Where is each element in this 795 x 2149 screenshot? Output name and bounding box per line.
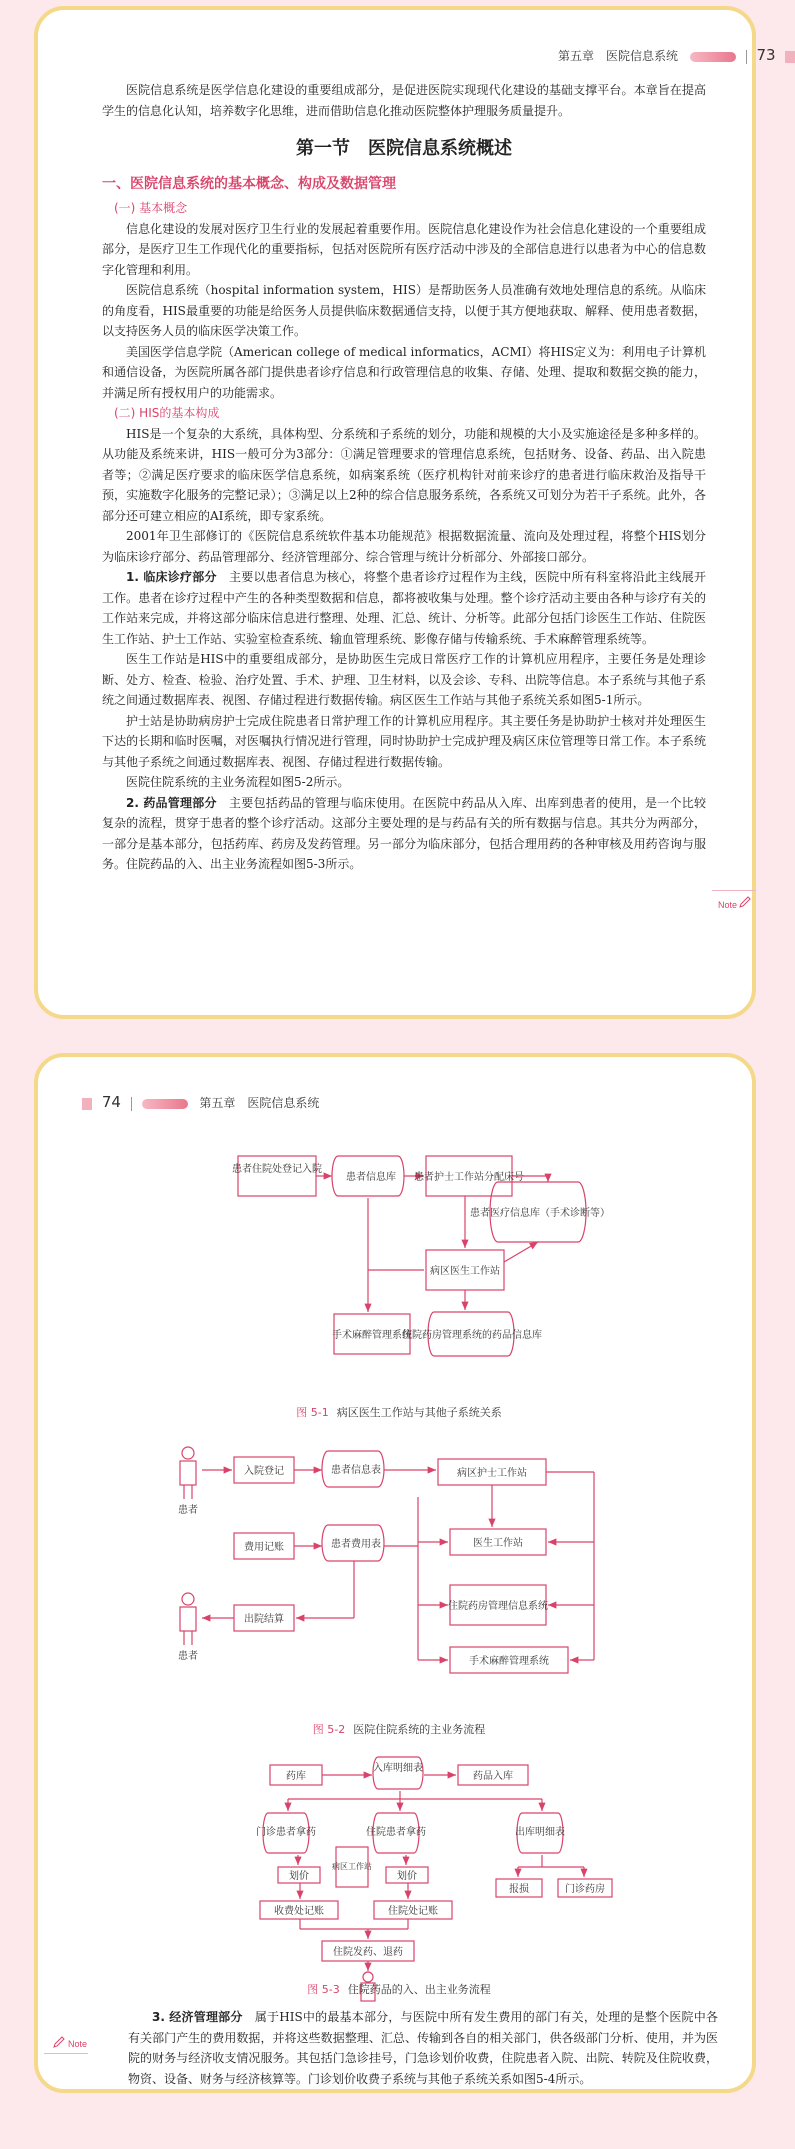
note-label: Note [718, 900, 738, 910]
label-surgery: 手术麻醉管理系统 [469, 1656, 549, 1667]
paragraph: 医院信息系统（hospital information system，HIS）是帮助医务人员准确有效地处理信息的系统。从临床的角度看，HIS最重要的功能是给医务人员提供临床数据通信支持，以便于其方便地获取、解释、使用患者数据，以支持医务人员的临床医学决策工作。 [102, 283, 706, 338]
page-number: 74 [101, 1093, 121, 1111]
label-medical-record-db: 患者医疗信息库（手术诊断等） [470, 1208, 610, 1219]
label-inhosp-charge: 住院处记账 [388, 1906, 438, 1917]
paragraph [102, 793, 706, 875]
note-label: Note [68, 2039, 88, 2049]
label-patient-info-table: 患者信息表 [331, 1465, 381, 1476]
chapter-title: 第五章 医院信息系统 [558, 49, 679, 63]
label-ward-station: 病区工作站 [332, 1862, 372, 1871]
label-report: 报损 [509, 1884, 529, 1895]
sub-heading-1: (一) 基本概念 [114, 201, 188, 215]
note-rule [712, 890, 756, 891]
label-out-table: 出库明细表 [515, 1827, 565, 1838]
subsection-title: 一、医院信息系统的基本概念、构成及数据管理 [102, 175, 396, 192]
figure-5-3-diagram [38, 1751, 760, 2001]
page-74 [34, 1053, 756, 2093]
paragraph: HIS是一个复杂的大系统，具体构型、分系统和子系统的划分，功能和规模的大小及实施途径是多种多样的。从功能及系统来讲，HIS一般可分为3部分：①满足管理要求的管理信息系统，包括财务、设备、药品、出入院患者等；②满足医疗要求的临床医学信息系统，如病案系统（医疗机构针对前来诊疗的患者进行临床救治及指导干预，实施数字化服务的完整记录）；③满足以上2种的综合信息服务系统，各系统又可划分为若干子系统。此外，各部分还可建立相应的AI系统，即专家系统。 [102, 426, 706, 523]
label-fee-table: 患者费用表 [331, 1539, 381, 1550]
label-drug-storage: 药库 [286, 1771, 306, 1782]
label-patient-db: 患者信息库 [346, 1172, 396, 1183]
figure-5-2-diagram [38, 1437, 760, 1717]
paragraph-heading: 3. 经济管理部分 [152, 2010, 243, 2024]
patient-label-bottom: 患者 [178, 1651, 198, 1662]
label-doctor-station: 病区医生工作站 [430, 1266, 500, 1277]
node-admit [238, 1156, 316, 1196]
paragraph: 信息化建设的发展对医疗卫生行业的发展起着重要作用。医院信息化建设作为社会信息化建设的一个重要组成部分，是医疗卫生工作现代化的重要指标，包括对医院所有医疗活动中涉及的全部信息进行以患者为中心的信息数字化管理和利用。 [102, 221, 706, 277]
pencil-icon [52, 2035, 66, 2049]
caption-text: 住院药品的入、出主业务流程 [347, 1983, 491, 1996]
paragraph-heading: 2. 药品管理部分 [126, 795, 217, 810]
header-divider [131, 1097, 132, 1111]
patient-figure-top [180, 1447, 196, 1499]
label-outpatient: 门诊患者拿药 [256, 1827, 316, 1838]
label-pharmacy: 住院药房管理信息系统 [448, 1601, 548, 1612]
running-header [558, 46, 795, 64]
label-nurse-station: 患者护士工作站分配床号 [414, 1172, 524, 1183]
figure-5-1-diagram [38, 1142, 760, 1402]
label-price-1: 划价 [289, 1871, 309, 1882]
running-header [82, 1093, 319, 1111]
label-opharm: 门诊药房 [565, 1884, 605, 1895]
paragraph: 2001年卫生部修订的《医院信息系统软件基本功能规范》根据数据流量、流向及处理过程，将整个HIS划分为临床诊疗部分、药品管理部分、经济管理部分、综合管理与统计分析部分、外部接口部分。 [102, 529, 706, 564]
label-nurse-station: 病区护士工作站 [457, 1468, 527, 1479]
paragraph: 医院住院系统的主业务流程如图5-2所示。 [126, 775, 350, 789]
label-discharge: 出院结算 [244, 1614, 284, 1625]
label-pharmacy-db: 住院药房管理系统的药品信息库 [402, 1330, 542, 1341]
label-in-table: 入库明细表 [373, 1763, 423, 1774]
patient-figure-bottom [180, 1593, 196, 1645]
figure-5-1-caption [38, 1404, 760, 1420]
caption-text: 医院住院系统的主业务流程 [353, 1723, 486, 1736]
label-fee-record: 费用记账 [244, 1542, 284, 1553]
label-charge: 收费处记账 [274, 1906, 324, 1917]
label-dispense: 住院发药、退药 [333, 1947, 403, 1958]
figure-5-2-caption [38, 1721, 760, 1737]
header-pill [690, 52, 736, 62]
label-surgery: 手术麻醉管理系统 [332, 1330, 412, 1341]
caption-number: 图 5-2 [312, 1723, 346, 1736]
paragraph: 护士站是协助病房护士完成住院患者日常护理工作的计算机应用程序。其主要任务是协助护士核对并处理医生下达的长期和临时医嘱，对医嘱执行情况进行管理，同时协助护士完成护理及病区床位管理等日常工作。本子系统与其他子系统之间通过数据库表、视图、存储过程进行数据传输。 [102, 713, 706, 769]
page-73 [34, 6, 776, 1019]
paragraph-text: 属于HIS中的最基本部分，与医院中所有发生费用的部门有关，处理的是整个医院中各有关部门产生的费用数据，并将这些数据整理、汇总、传输到各自的相关部门，供各级部门分析、使用，并为医院的财务与经济收支情况服务。其包括门急诊挂号，门急诊划价收费，住院患者入院、出院、转院及住院收费，物资、设备、财务与经济核算等。门诊划价收费子系统与其他子系统关系如图5-4所示。 [128, 2010, 718, 2086]
header-divider [746, 50, 747, 64]
label-drug-in: 药品入库 [473, 1771, 513, 1782]
paragraph [102, 567, 706, 649]
label-admit: 患者住院处登记入院 [232, 1164, 322, 1175]
paragraph: 美国医学信息学院（American college of medical informatics，ACMI）将HIS定义为：利用电子计算机和通信设备，为医院所属各部门提供患者诊疗信息和行政管理信息的收集、存储、处理、提取和数据交换的能力，并满足所有授权用户的功能需求。 [102, 344, 706, 400]
caption-number: 图 5-1 [296, 1406, 329, 1419]
patient-label-top: 患者 [178, 1505, 198, 1516]
header-marker [82, 1098, 92, 1110]
caption-text: 病区医生工作站与其他子系统关系 [336, 1406, 502, 1419]
page-number: 73 [756, 46, 776, 64]
label-price-2: 划价 [397, 1871, 417, 1882]
caption-number: 图 5-3 [307, 1983, 340, 1996]
section-title: 第一节 医院信息系统概述 [296, 138, 512, 159]
page-body [128, 2007, 718, 2089]
header-marker [785, 51, 795, 63]
label-inpatient: 住院患者拿药 [366, 1827, 426, 1838]
pencil-icon [738, 895, 752, 909]
sub-heading-2: (二) HIS的基本构成 [114, 406, 220, 420]
label-admission: 入院登记 [244, 1466, 284, 1477]
intro-paragraph: 医院信息系统是医学信息化建设的重要组成部分，是促进医院实现现代化建设的基础支撑平台。本章旨在提高学生的信息化认知，培养数字化思维，进而借助信息化推动医院整体护理服务质量提升。 [102, 83, 706, 118]
paragraph-text: 主要以患者信息为核心，将整个患者诊疗过程作为主线，医院中所有科室将沿此主线展开工作。患者在诊疗过程中产生的各种类型数据和信息，都将被收集与处理。整个诊疗活动主要由各种与诊疗有关的工作站来完成，并将这部分临床信息进行整理、处理、汇总、统计、分析等。此部分包括门诊医生工作站、住院医生工作站、护士工作站、实验室检查系统、输血管理系统、影像存储与传输系统、手术麻醉管理系统等。 [102, 570, 706, 646]
header-pill [142, 1099, 188, 1109]
note-rule [44, 2053, 88, 2054]
paragraph-text: 主要包括药品的管理与临床使用。在医院中药品从入库、出库到患者的使用，是一个比较复杂的流程，贯穿于患者的整个诊疗活动。这部分主要处理的是与药品有关的所有数据与信息。其共分为两部分，一部分是基本部分，包括药库、药房及发药管理。另一部分为临床部分，包括合理用药的各种审核及用药咨询与服务。住院药品的入、出主业务流程如图5-3所示。 [102, 795, 706, 871]
page-body [102, 80, 706, 875]
paragraph-heading: 1. 临床诊疗部分 [126, 570, 217, 584]
paragraph [128, 2007, 718, 2089]
paragraph: 医生工作站是HIS中的重要组成部分，是协助医生完成日常医疗工作的计算机应用程序，主要任务是处理诊断、处方、检查、检验、治疗处置、手术、护理、卫生材料，以及会诊、专科、出院等信息。本子系统与其他子系统之间通过数据库表、视图、存储过程进行数据传输。病区医生工作站与其他子系统关系如图5-1所示。 [102, 652, 706, 707]
figure-5-3-caption [38, 1981, 760, 1997]
chapter-title: 第五章 医院信息系统 [199, 1096, 320, 1110]
label-doctor-station: 医生工作站 [473, 1538, 523, 1549]
